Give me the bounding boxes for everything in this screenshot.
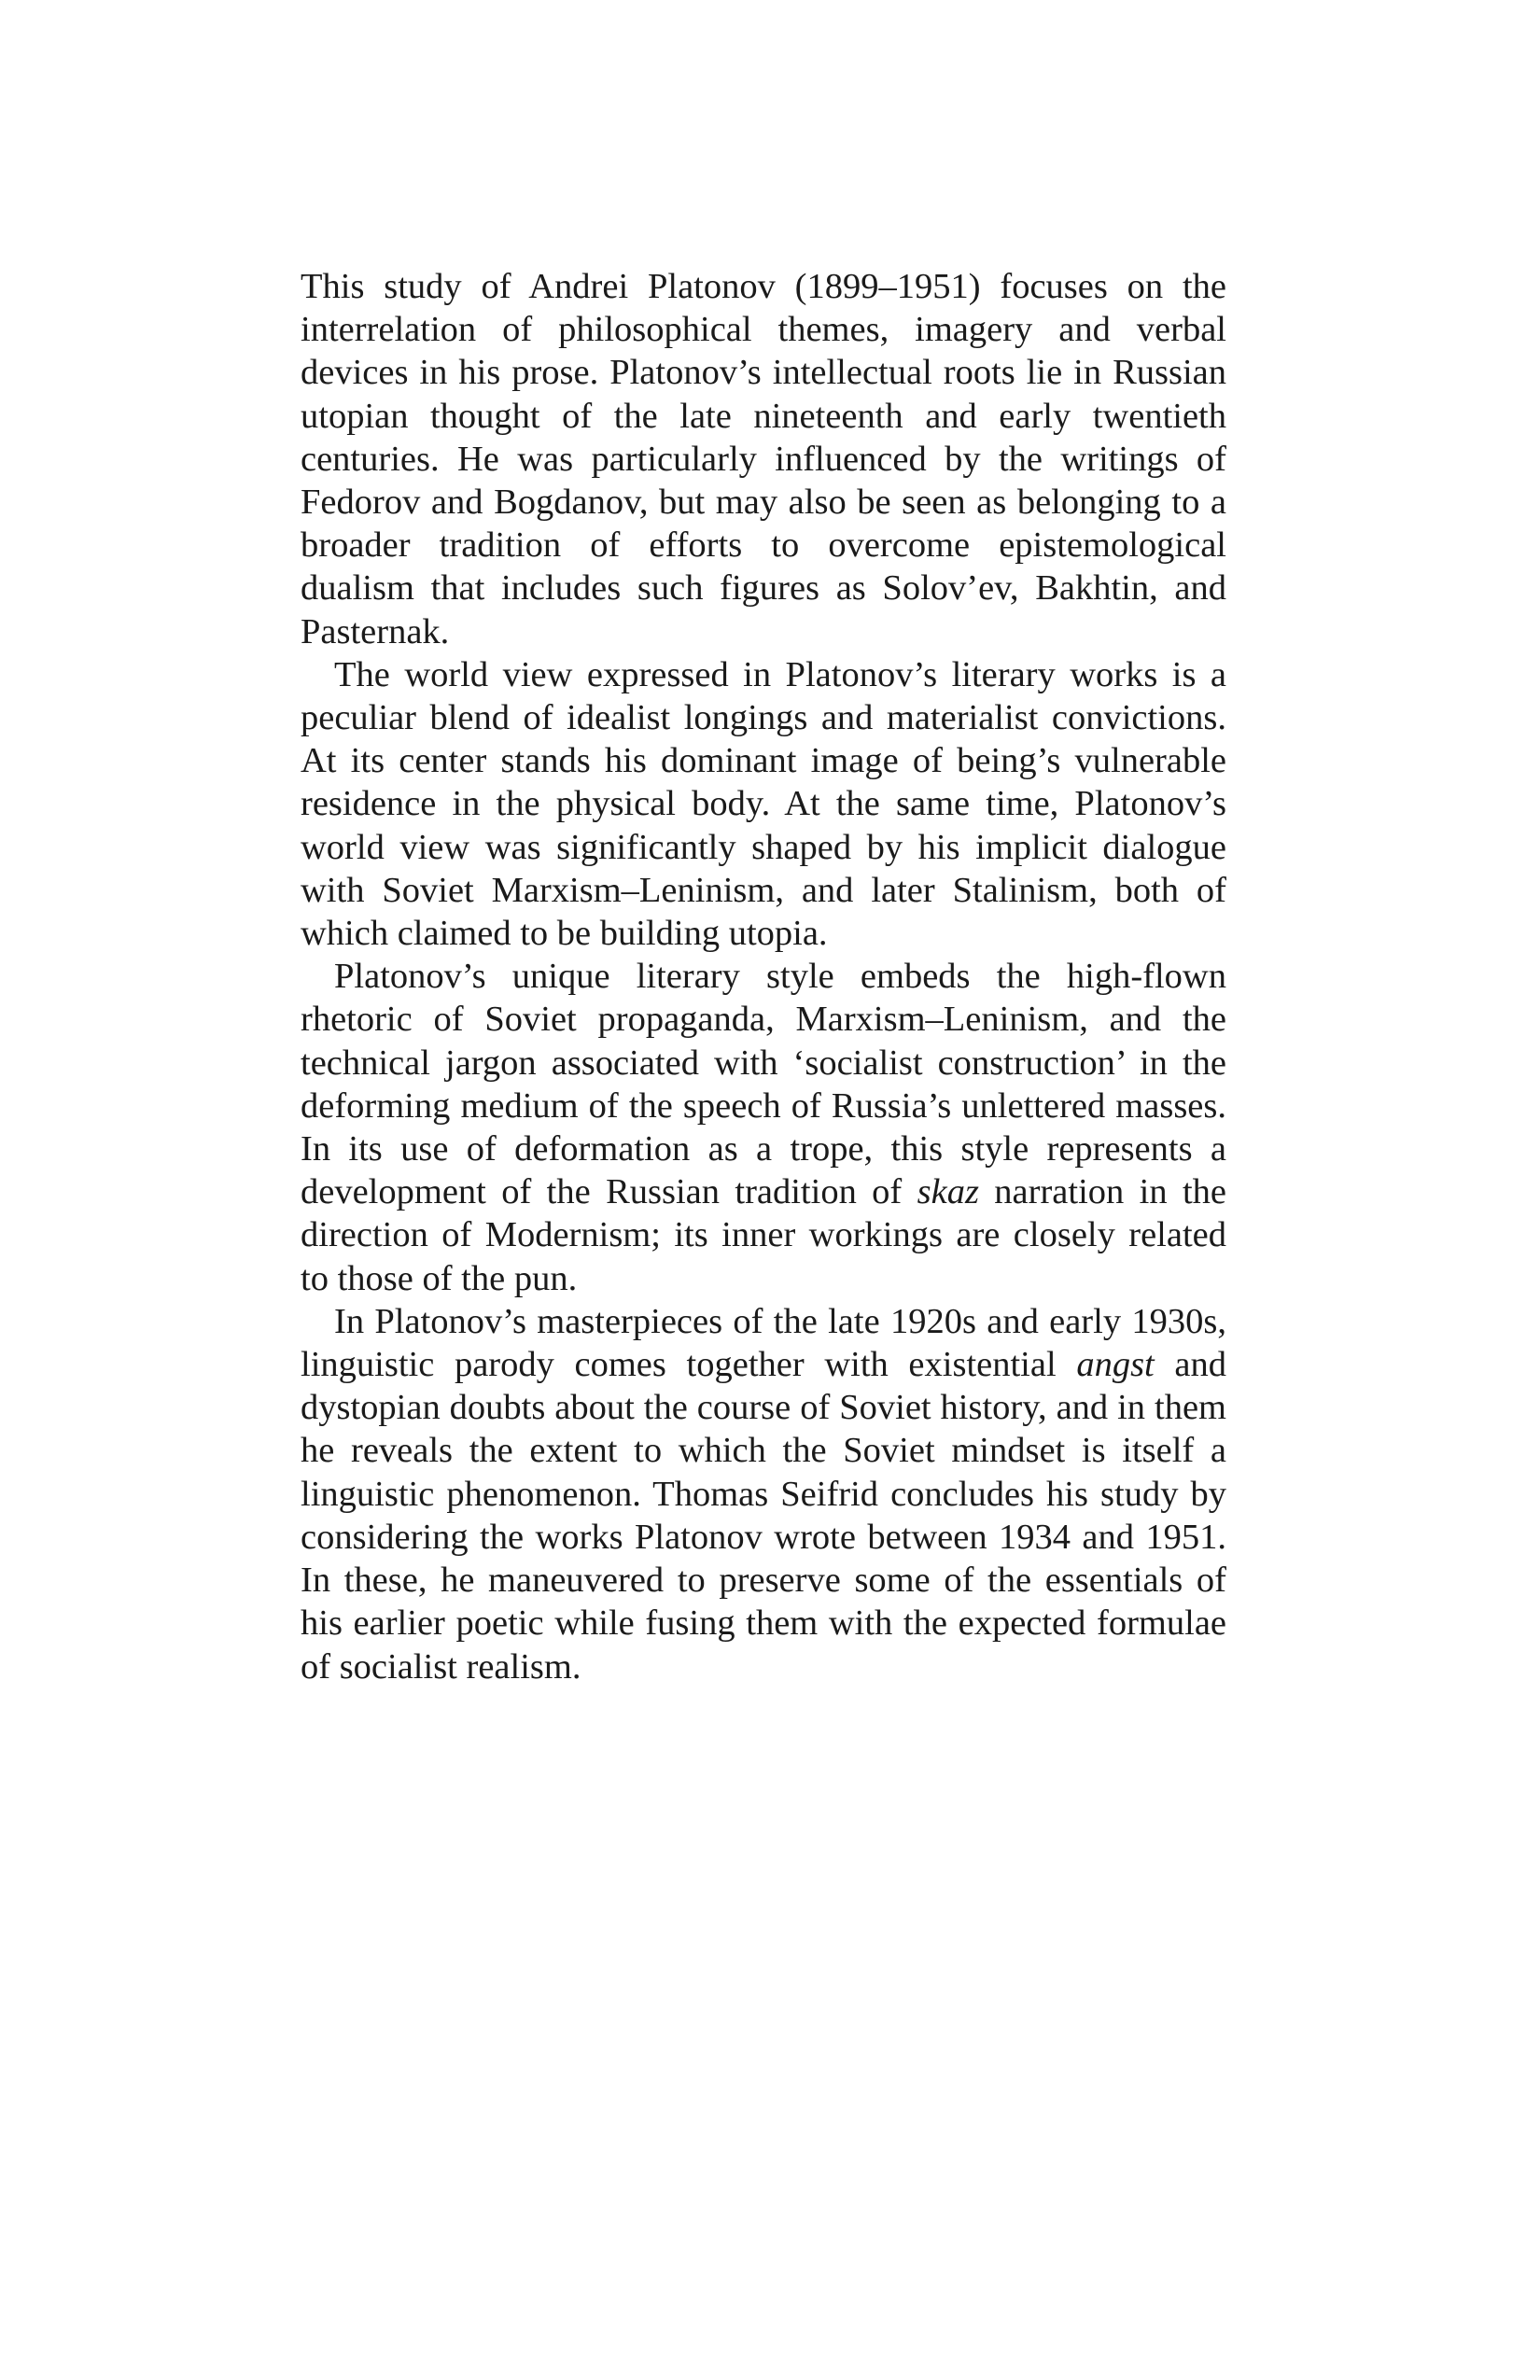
paragraph-3 (301, 955, 1226, 1300)
paragraph-3-text-end: narration in the direction of Modernism; its inner workings are closely related to those of the pun. (301, 1172, 1226, 1298)
paragraph-4-text-start: In Platonov’s masterpieces of the late 1920s and early 1930s, linguistic parody comes together with existential (301, 1301, 1226, 1385)
paragraph-2-text: The world view expressed in Platonov’s literary works is a peculiar blend of idealist longings and materialist convictions. At its center stands his dominant image of being’s vulnerable residence in the physical body. At the same time, Platonov’s world view was significantly shaped by his implicit dialogue with Soviet Marxism–Leninism, and later Stalinism, both of which claimed to be building utopia. (301, 654, 1226, 954)
body-text (301, 265, 1226, 1688)
paragraph-2 (301, 653, 1226, 955)
paragraph-4-italic-angst: angst (1076, 1345, 1155, 1385)
paragraph-1 (301, 265, 1226, 653)
paragraph-3-italic-skaz: skaz (917, 1172, 979, 1212)
paragraph-4 (301, 1300, 1226, 1688)
paragraph-4-text-end: and dystopian doubts about the course of Soviet history, and in them he reveals the extent to which the Soviet mindset is itself a linguistic phenomenon. Thomas Seifrid concludes his study by considering the works Platonov wrote between 1934 and 1951. In these, he maneuvered to preserve some of the essentials of his earlier poetic while fusing them with the expected formulae of socialist realism. (301, 1345, 1226, 1687)
paragraph-1-text: This study of Andrei Platonov (1899–1951) focuses on the interrelation of philosophical themes, imagery and verbal devices in his prose. Platonov’s intellectual roots lie in Russian utopian thought of the late nineteenth and early twentieth centuries. He was particularly influenced by the writings of Fedorov and Bogdanov, but may also be seen as belonging to a broader tradition of efforts to overcome epistemological dualism that includes such figures as Solov’ev, Bakhtin, and Pasternak. (301, 267, 1226, 651)
paragraph-3-text-start: Platonov’s unique literary style embeds the high-flown rhetoric of Soviet propaganda, Marxism–Leninism, and the technical jargon associated with ‘socialist construction’ in the deforming medium of the speech of Russia’s unlettered masses. In its use of deformation as a trope, this style represents a development of the Russian tradition of (301, 957, 1226, 1212)
